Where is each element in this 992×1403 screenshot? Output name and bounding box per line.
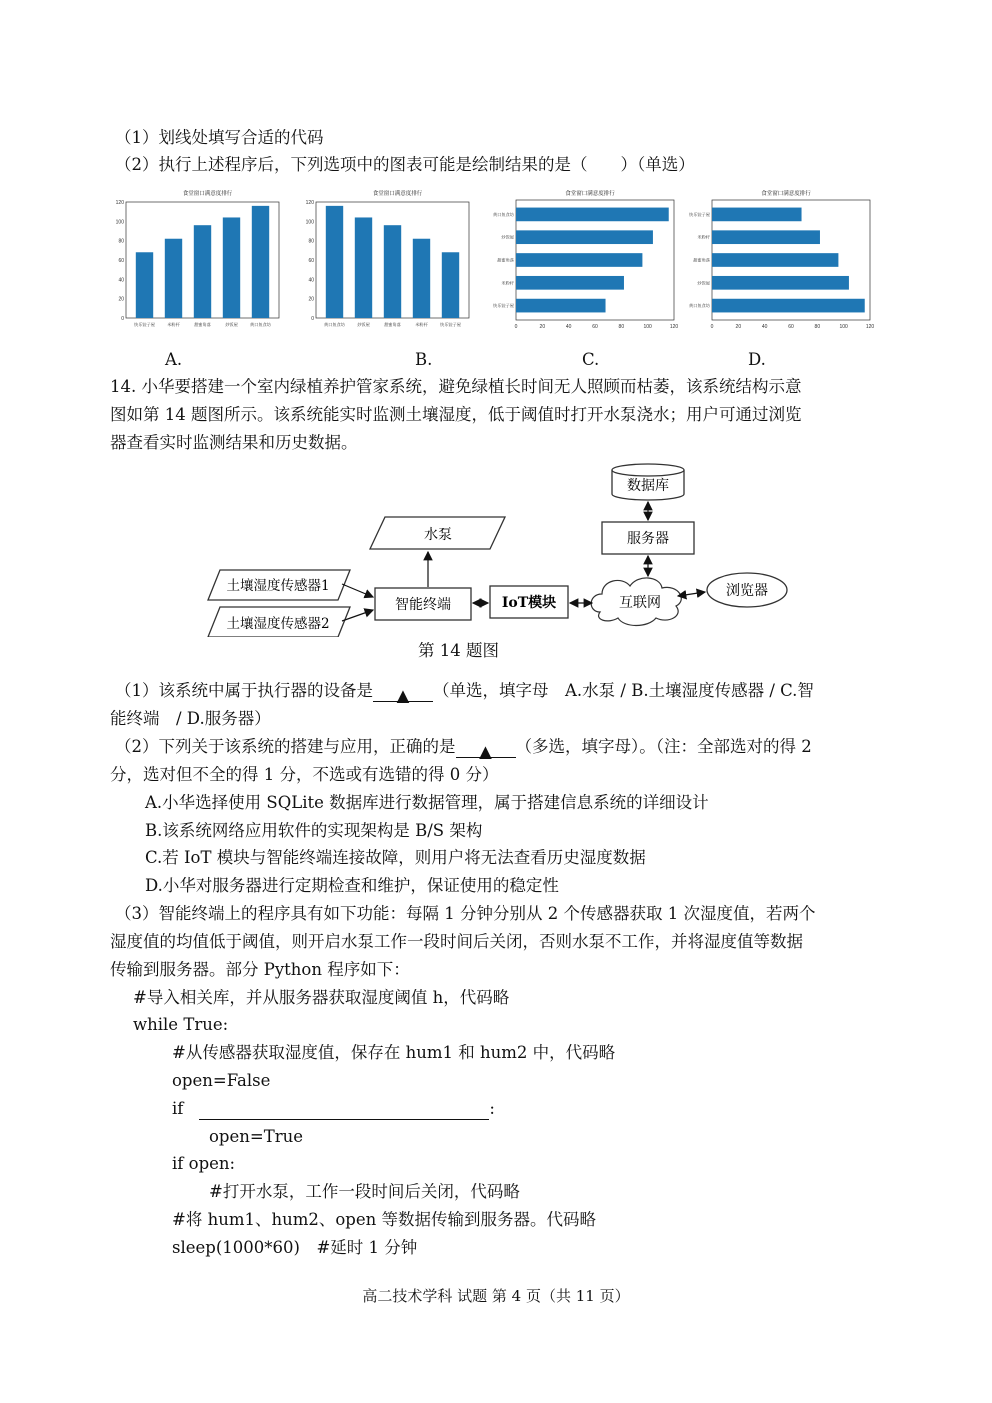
chart-b-svg — [300, 186, 475, 336]
q14-intro-line3: 器查看实时监测结果和历史数据。 — [110, 433, 358, 452]
q14-intro-line1: 14. 小华要搭建一个室内绿植养护管家系统，避免绿植长时间无人照顾而枯萎，该系统结构示意 — [110, 377, 802, 396]
y-tick-label: 20 — [118, 296, 124, 303]
server-node — [602, 522, 694, 554]
y-tick-label: 40 — [308, 277, 314, 284]
internet-label: 互联网 — [619, 595, 661, 611]
sensor1-node — [208, 570, 350, 600]
sensor2-node — [208, 607, 350, 637]
x-tick-label: 40 — [565, 324, 572, 330]
chart-c-svg — [480, 186, 680, 336]
y-tick-label: 黄口鱼食坊 — [689, 303, 710, 309]
x-tick-label: 0 — [514, 324, 518, 330]
chart-title: 食堂窗口满意度排行 — [761, 191, 811, 197]
code-line-3: #从传感器获取湿度值，保存在 hum1 和 hum2 中，代码略 — [172, 1043, 616, 1062]
iot-label: IoT模块 — [501, 595, 557, 611]
bar — [326, 206, 343, 318]
iot-node — [490, 586, 568, 618]
y-tick-label: 米粉杆 — [697, 234, 710, 240]
y-tick-label: 20 — [308, 296, 314, 303]
bar — [516, 253, 642, 267]
x-tick-label: 0 — [710, 324, 714, 330]
q13-sub1: （1）划线处填写合适的代码 — [115, 128, 324, 147]
code-line-5 — [172, 1098, 495, 1120]
chart-a — [110, 186, 285, 336]
q14-p2-line2: 分，选对但不全的得 1 分，不选或有选错的得 0 分） — [110, 765, 499, 784]
x-tick-label: 40 — [761, 324, 768, 330]
y-tick-label: 甜蜜角落 — [497, 257, 514, 263]
x-tick-label: 炒饭屋 — [225, 322, 238, 327]
code-colon: : — [489, 1099, 495, 1118]
figure-caption: 第 14 题图 — [418, 641, 499, 660]
chart-title: 食堂窗口满意度排行 — [372, 191, 423, 197]
bar — [165, 239, 182, 318]
terminal-label: 智能终端 — [395, 597, 451, 613]
bar — [712, 299, 865, 313]
y-tick-label: 米粉杆 — [501, 280, 514, 286]
pump-node — [370, 517, 505, 549]
y-tick-label: 甜蜜角落 — [693, 257, 710, 263]
y-tick-label: 80 — [308, 238, 314, 245]
bar — [712, 208, 802, 222]
bar — [712, 276, 849, 290]
bar — [384, 225, 401, 318]
bar — [712, 253, 838, 267]
x-tick-label: 100 — [839, 324, 848, 330]
q14-p3-line2: 湿度值的均值低于阈值，则开启水泵工作一段时间后关闭，否则水泵不工作，并将湿度值等数据 — [110, 932, 803, 951]
code-blank[interactable] — [199, 1103, 489, 1120]
x-tick-label: 黄口鱼食坊 — [250, 322, 271, 327]
chart-d — [676, 186, 876, 336]
y-tick-label: 120 — [115, 200, 124, 206]
x-tick-label: 快乐饺子屋 — [134, 322, 155, 327]
x-tick-label: 米粉杆 — [415, 322, 428, 327]
q14-p2-option-c: C.若 IoT 模块与智能终端连接故障，则用户将无法查看历史湿度数据 — [145, 848, 646, 867]
y-tick-label: 60 — [308, 258, 314, 264]
bar — [442, 252, 459, 318]
browser-label: 浏览器 — [726, 583, 768, 599]
chart-a-svg — [110, 186, 285, 336]
answer-blank-1[interactable] — [373, 685, 433, 705]
x-tick-label: 炒饭屋 — [357, 322, 370, 327]
bar — [516, 299, 606, 313]
q14-p1-text-b: （单选，填字母 A.水泵 / B.土壤湿度传感器 / C.智 — [433, 681, 814, 700]
x-tick-label: 120 — [669, 324, 679, 330]
code-line-8: #打开水泵，工作一段时间后关闭，代码略 — [209, 1182, 520, 1201]
q14-p3-line3: 传输到服务器。部分 Python 程序如下： — [110, 960, 410, 979]
database-label: 数据库 — [627, 478, 669, 494]
code-line-9: #将 hum1、hum2、open 等数据传输到服务器。代码略 — [172, 1210, 596, 1229]
y-tick-label: 炒饭屋 — [501, 234, 514, 240]
chart-c — [480, 186, 680, 336]
x-tick-label: 甜蜜角落 — [194, 322, 211, 327]
x-tick-label: 80 — [618, 324, 625, 330]
y-tick-label: 120 — [305, 200, 314, 206]
q14-p2-option-a: A.小华选择使用 SQLite 数据库进行数据管理，属于搭建信息系统的详细设计 — [145, 793, 709, 812]
bar — [252, 206, 269, 318]
chart-title: 食堂窗口满意度排行 — [182, 191, 233, 197]
y-tick-label: 0 — [311, 316, 314, 322]
q14-p3-line1: （3）智能终端上的程序具有如下功能：每隔 1 分钟分别从 2 个传感器获取 1 次湿度值，若两个 — [115, 904, 816, 923]
y-tick-label: 80 — [118, 238, 124, 245]
x-tick-label: 20 — [539, 324, 546, 330]
bar — [223, 217, 240, 318]
q14-p1-text-a: （1）该系统中属于执行器的设备是 — [115, 681, 373, 700]
bar — [712, 230, 820, 244]
code-if-keyword: if — [172, 1099, 184, 1118]
code-line-4: open=False — [172, 1071, 271, 1090]
q14-p2-line1 — [115, 736, 812, 761]
x-tick-label: 黄口鱼食坊 — [324, 322, 345, 327]
y-tick-label: 0 — [121, 316, 124, 322]
code-line-1: #导入相关库，并从服务器获取湿度阈值 h，代码略 — [133, 988, 510, 1007]
bar — [413, 239, 430, 318]
chart-title: 食堂窗口满意度排行 — [565, 191, 615, 197]
q13-sub2: （2）执行上述程序后，下列选项中的图表可能是绘制结果的是（ ）（单选） — [115, 155, 695, 174]
x-tick-label: 80 — [814, 324, 821, 330]
q14-p1-line1 — [115, 680, 814, 705]
x-tick-label: 120 — [865, 324, 875, 330]
pump-label: 水泵 — [424, 527, 452, 543]
sensor1-label: 土壤湿度传感器1 — [226, 578, 330, 594]
y-tick-label: 炒饭屋 — [697, 280, 710, 286]
option-d-label: D. — [748, 350, 766, 369]
option-b-label: B. — [415, 350, 433, 369]
code-line-10: sleep(1000*60) #延时 1 分钟 — [172, 1238, 418, 1257]
q14-intro-line2: 图如第 14 题图所示。该系统能实时监测土壤湿度，低于阈值时打开水泵浇水；用户可通过浏览 — [110, 405, 802, 424]
bar — [136, 252, 153, 318]
bar — [516, 208, 669, 222]
x-tick-label: 100 — [643, 324, 652, 330]
y-tick-label: 快乐饺子屋 — [493, 303, 514, 309]
x-tick-label: 甜蜜角落 — [384, 322, 401, 327]
y-tick-label: 快乐饺子屋 — [689, 211, 710, 217]
system-diagram — [200, 462, 800, 652]
blank-mark-2: ▲ — [479, 742, 492, 761]
bar — [355, 217, 372, 318]
code-line-2: while True: — [133, 1015, 229, 1034]
answer-blank-2[interactable] — [456, 741, 516, 761]
chart-b — [300, 186, 475, 336]
y-tick-label: 黄口鱼食坊 — [493, 211, 514, 217]
browser-node — [707, 573, 787, 607]
x-tick-label: 60 — [788, 324, 794, 330]
bar — [194, 225, 211, 318]
x-tick-label: 快乐饺子屋 — [440, 322, 461, 327]
y-tick-label: 60 — [118, 258, 124, 264]
y-tick-label: 100 — [115, 219, 124, 226]
internet-node — [591, 578, 681, 626]
y-tick-label: 100 — [305, 219, 314, 226]
q14-p2-text-b: （多选，填字母）。（注：全部选对的得 2 — [515, 737, 812, 756]
x-tick-label: 米粉杆 — [167, 322, 180, 327]
q14-p2-text-a: （2）下列关于该系统的搭建与应用，正确的是 — [115, 737, 456, 756]
q14-p2-option-d: D.小华对服务器进行定期检查和维护，保证使用的稳定性 — [145, 876, 559, 895]
server-label: 服务器 — [627, 531, 669, 547]
option-a-label: A. — [165, 350, 183, 369]
terminal-node — [375, 588, 471, 620]
chart-d-svg — [676, 186, 876, 336]
sensor2-label: 土壤湿度传感器2 — [226, 616, 330, 632]
page-footer: 高二技术学科 试题 第 4 页（共 11 页） — [362, 1287, 630, 1305]
option-c-label: C. — [582, 350, 600, 369]
x-tick-label: 20 — [735, 324, 742, 330]
x-tick-label: 60 — [592, 324, 598, 330]
bar — [516, 276, 624, 290]
bar — [516, 230, 653, 244]
q14-p2-option-b: B.该系统网络应用软件的实现架构是 B/S 架构 — [145, 821, 483, 840]
code-line-7: if open: — [172, 1154, 236, 1173]
database-node — [612, 464, 684, 500]
q14-p1-line2: 能终端 / D.服务器） — [110, 709, 271, 728]
y-tick-label: 40 — [118, 277, 124, 284]
blank-mark-1: ▲ — [396, 686, 410, 705]
code-line-6: open=True — [209, 1127, 303, 1146]
